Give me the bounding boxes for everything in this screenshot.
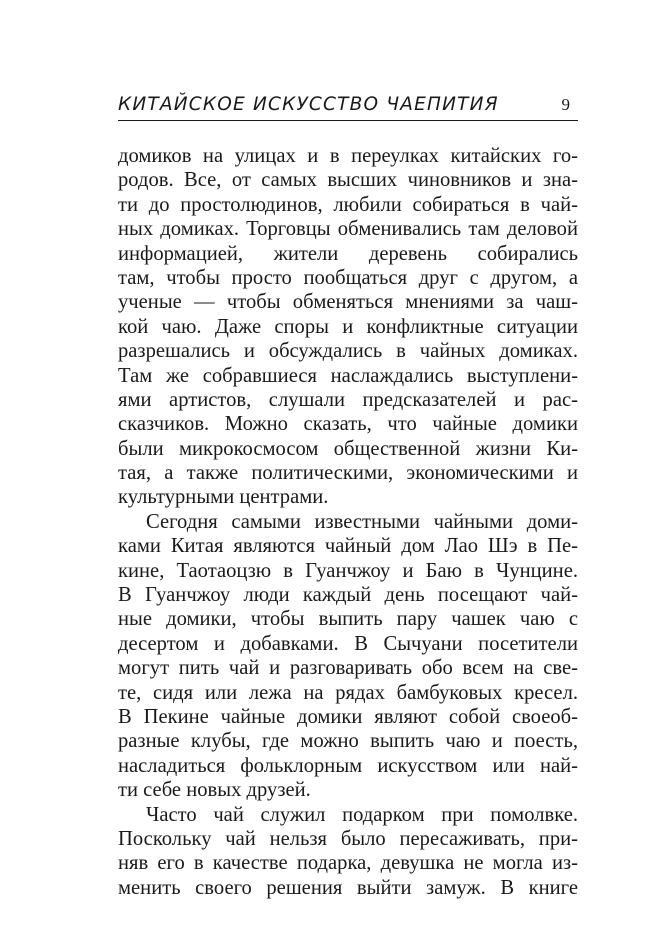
running-header: [118, 92, 578, 122]
text-line: няв его в качестве подарка, девушка не могла из-: [118, 852, 578, 875]
text-line: кине, Таотаоцзю в Гуанчжоу и Баю в Чунцине.: [118, 559, 578, 582]
text-line: ных домиках. Торговцы обменивались там деловой: [118, 218, 578, 241]
text-line: были микрокосмосом общественной жизни Ки-: [118, 437, 578, 460]
text-line: тая, а также политическими, экономическими и: [118, 462, 578, 485]
text-line: могут пить чай и разговаривать обо всем на све-: [118, 657, 578, 680]
text-line: ями артистов, слушали предсказателей и рас-: [118, 388, 578, 411]
text-line: ученые — чтобы обменяться мнениями за чаш-: [118, 291, 578, 314]
text-line: там, чтобы просто пообщаться друг с другом, а: [118, 266, 578, 289]
page-number: 9: [561, 95, 570, 114]
text-line: родов. Все, от самых высших чиновников и зна-: [118, 169, 578, 192]
text-line: В Пекине чайные домики являют собой своеоб-: [118, 705, 578, 728]
header-rule: [118, 120, 578, 121]
text-line: сказчиков. Можно сказать, что чайные домики: [118, 413, 578, 436]
text-line: Часто чай служил подарком при помолвке.: [146, 803, 578, 826]
text-line: ти до простолюдинов, любили собираться в чай-: [118, 193, 578, 216]
text-line: ные домики, чтобы выпить пару чашек чаю с: [118, 608, 578, 631]
text-line: те, сидя или лежа на рядах бамбуковых кресел.: [118, 681, 578, 704]
text-line: Сегодня самыми известными чайными доми-: [146, 510, 578, 533]
text-line: насладиться фольклорным искусством или най-: [118, 754, 578, 777]
text-line: ти себе новых друзей.: [118, 779, 311, 802]
text-line: ками Китая являются чайный дом Лао Шэ в Пе-: [118, 535, 578, 558]
text-line: менить своего решения выйти замуж. В книге: [118, 876, 578, 899]
text-line: информацией, жители деревень собирались: [118, 242, 578, 265]
text-line: кой чаю. Даже споры и конфликтные ситуации: [118, 315, 578, 338]
text-line: культурными центрами.: [118, 486, 329, 509]
text-line: В Гуанчжоу люди каждый день посещают чай-: [118, 584, 578, 607]
text-line: десертом и добавками. В Сычуани посетители: [118, 632, 578, 655]
text-line: Поскольку чай нельзя было пересаживать, при-: [118, 827, 578, 850]
text-line: Там же собравшиеся наслаждались выступлени-: [118, 364, 578, 387]
text-line: разрешались и обсуждались в чайных домиках.: [118, 340, 578, 363]
text-line: разные клубы, где можно выпить чаю и поесть,: [118, 730, 578, 753]
text-line: домиков на улицах и в переулках китайских го-: [118, 145, 578, 167]
body-text: [118, 144, 578, 900]
running-title: КИТАЙСКОЕ ИСКУССТВО ЧАЕПИТИЯ: [118, 94, 499, 115]
